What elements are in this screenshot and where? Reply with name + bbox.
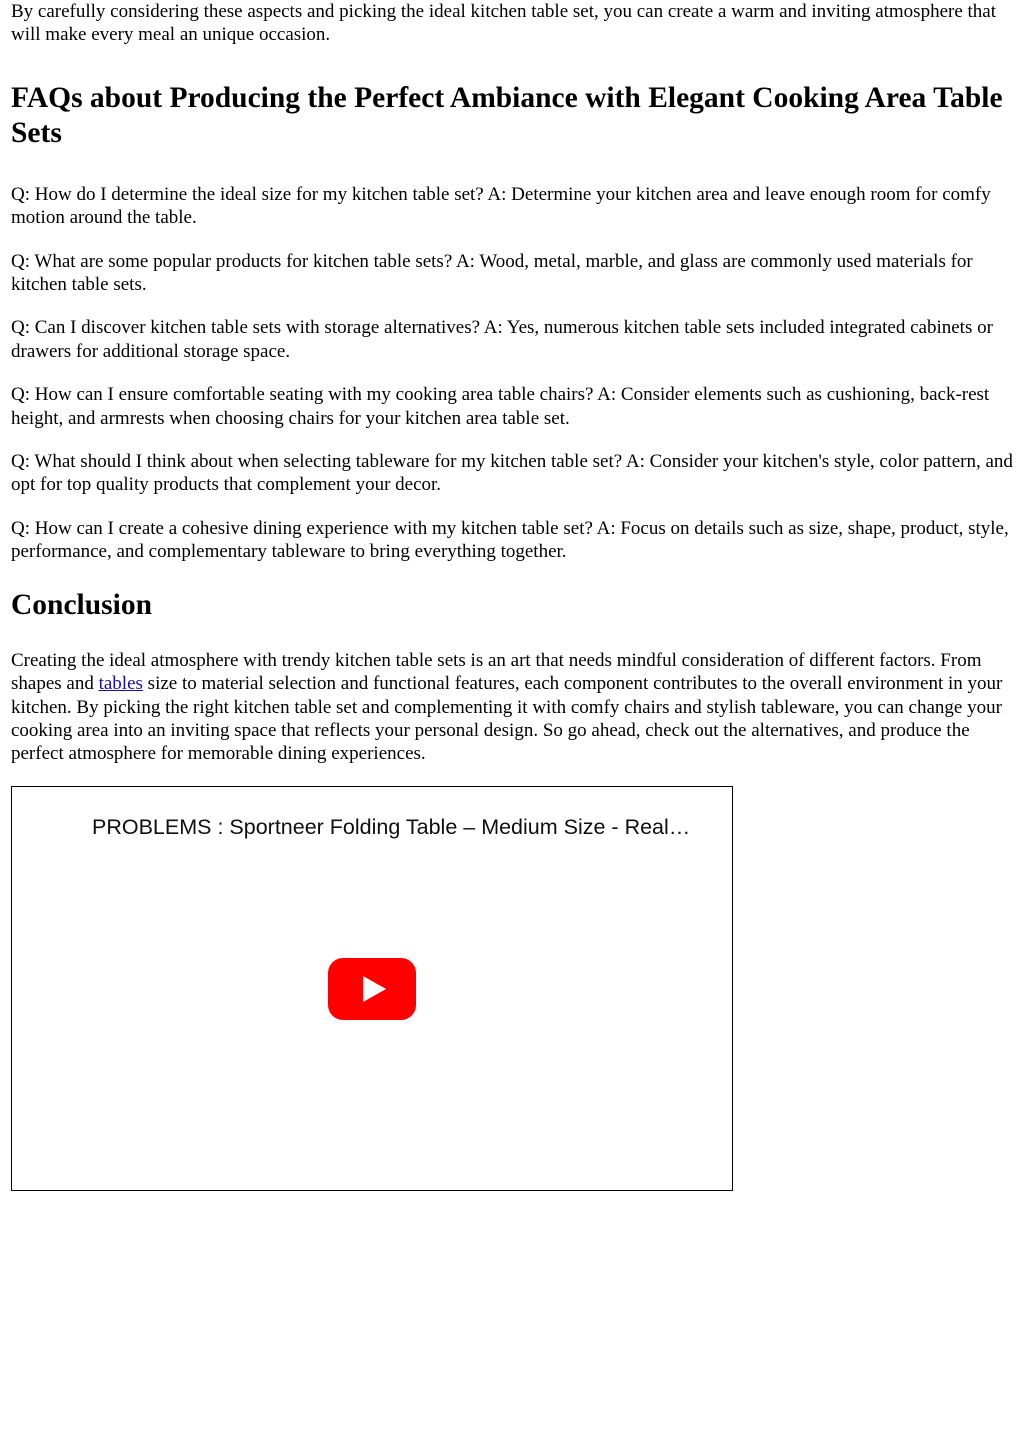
faq-item: Q: Can I discover kitchen table sets with storage alternatives? A: Yes, numerous kitchen table sets included integrated cabinets or drawers for additional storage space.: [11, 317, 993, 362]
faq-item: Q: How can I create a cohesive dining experience with my kitchen table set? A: Focus on details such as size, shape, product, style, performance, and complementary tableware to bring everything together.: [11, 517, 1009, 563]
conclusion-text-end: size to material selection and functional features, each component contributes to the overall environment in your kitchen. By picking the right kitchen table set and complementing it with comfy chairs and stylish tableware, you can change your cooking area into an inviting space that reflects your personal design. So go ahead, check out the alternatives, and produce the perfect atmosphere for memorable dining experiences.: [11, 673, 1003, 765]
video-title[interactable]: PROBLEMS : Sportneer Folding Table – Medium Size - Real…: [92, 814, 691, 839]
intro-closing-paragraph: By carefully considering these aspects and picking the ideal kitchen table set, you can create a warm and inviting atmosphere that will make every meal an unique occasion.: [11, 1, 997, 46]
video-embed[interactable]: [11, 786, 733, 1191]
faq-item: Q: How do I determine the ideal size for my kitchen table set? A: Determine your kitchen area and leave enough room for comfy motion around the table.: [11, 183, 991, 229]
conclusion-paragraph: [11, 649, 1014, 766]
faq-item: Q: How can I ensure comfortable seating with my cooking area table chairs? A: Consider elements such as cushioning, back-rest height, and armrests when choosing chairs for your kitchen area table set.: [11, 384, 990, 429]
faq-item: Q: What should I think about when selecting tableware for my kitchen table set? A: Consider your kitchen's style, color pattern, and opt for top quality products that complement your decor.: [11, 451, 1013, 496]
faq-heading: FAQs about Producing the Perfect Ambiance with Elegant Cooking Area Table Sets: [11, 81, 1003, 149]
faq-item: Q: What are some popular products for kitchen table sets? A: Wood, metal, marble, and glass are commonly used materials for kitchen table sets.: [11, 250, 973, 296]
conclusion-text-start: Creating the ideal atmosphere with trendy kitchen table sets is an art that needs mindful consideration of different factors. From shapes and: [11, 649, 982, 695]
youtube-play-icon[interactable]: [328, 958, 416, 1020]
conclusion-heading: Conclusion: [11, 588, 152, 621]
tables-link[interactable]: tables: [98, 673, 143, 695]
